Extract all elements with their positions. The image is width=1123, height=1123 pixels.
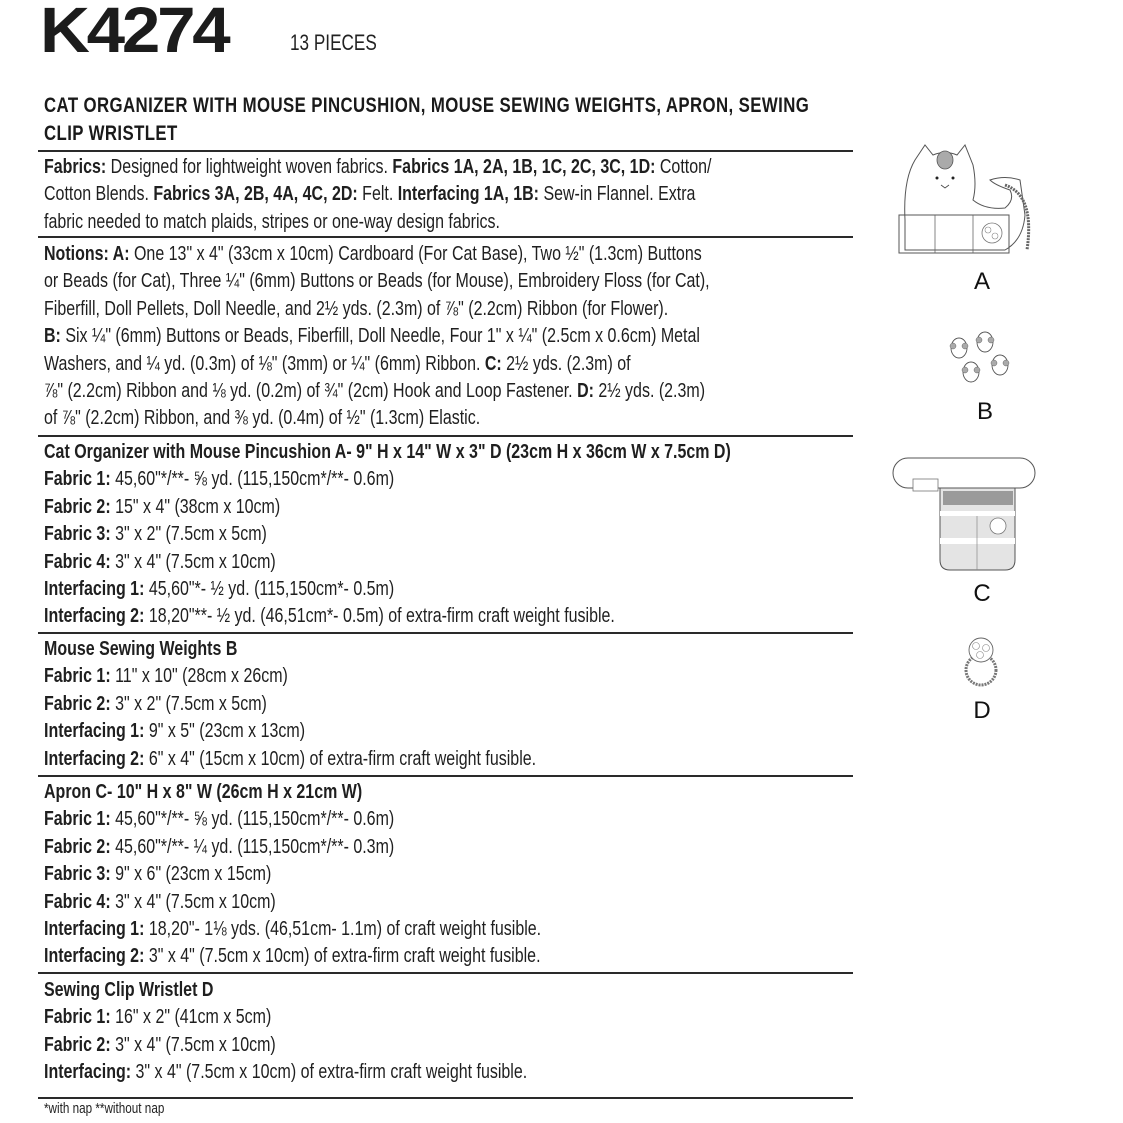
material-row: [44, 1058, 840, 1085]
material-row: [44, 888, 840, 915]
material-label: Fabric 3:: [44, 862, 111, 886]
body-text: 2½ yds. (2.3m): [593, 378, 706, 402]
material-value: 18,20"**- ½ yd. (46,51cm*- 0.5m) of extra-firm craft weight fusible.: [144, 604, 615, 628]
divider: [38, 972, 853, 974]
material-row: [44, 942, 840, 969]
text-line: [44, 350, 840, 377]
material-label: Fabric 1:: [44, 807, 111, 831]
material-value: 16" x 2" (41cm x 5cm): [110, 1005, 272, 1029]
material-row: [44, 690, 840, 717]
material-value: 15" x 4" (38cm x 10cm): [110, 494, 281, 518]
material-row: [44, 1003, 840, 1030]
section-heading: Sewing Clip Wristlet D: [44, 978, 214, 1001]
material-value: 9" x 5" (23cm x 13cm): [144, 719, 306, 743]
notions-section: [44, 240, 840, 432]
section-heading: Apron C- 10" H x 8" W (26cm H x 21cm W): [44, 780, 363, 803]
text-line: [44, 295, 840, 322]
body-text: Six ¼" (6mm) Buttons or Beads, Fiberfill, Doll Needle, Four 1" x ¼" (2.5cm x 0.6cm) Metal: [60, 324, 700, 348]
material-value: 3" x 4" (7.5cm x 10cm) of extra-firm craft weight fusible.: [131, 1060, 528, 1084]
material-row: [44, 465, 840, 492]
pattern-number: K4274: [40, 0, 228, 66]
body-text: or Beads (for Cat), Three ¼" (6mm) Buttons or Beads (for Mouse), Embroidery Floss (for Cat),: [44, 269, 710, 293]
material-value: 45,60"*/**- ⅝ yd. (115,150cm*/**- 0.6m): [110, 807, 395, 831]
body-text: ⅞" (2.2cm) Ribbon and ⅛ yd. (0.2m) of ¾" (2cm) Hook and Loop Fastener.: [44, 378, 578, 402]
section-heading: Cat Organizer with Mouse Pincushion A- 9" H x 14" W x 3" D (23cm H x 36cm W x 7.5cm D): [44, 440, 731, 463]
text-line: [44, 377, 840, 404]
material-row: [44, 1031, 840, 1058]
material-row: [44, 860, 840, 887]
body-text: Fiberfill, Doll Pellets, Doll Needle, and 2½ yds. (2.3m) of ⅞" (2.2cm) Ribbon (for Flower).: [44, 296, 669, 320]
material-label: Fabric 2:: [44, 691, 111, 715]
divider: [38, 775, 853, 777]
material-label: Fabric 1:: [44, 664, 111, 688]
material-row: [44, 805, 840, 832]
material-row: [44, 717, 840, 744]
body-text: Cotton/: [655, 155, 712, 178]
material-value: 45,60"*/**- ¼ yd. (115,150cm*/**- 0.3m): [110, 834, 395, 858]
label-text: Fabrics 3A, 2B, 4A, 4C, 2D:: [153, 182, 358, 206]
footnote: *with nap **without nap: [44, 1100, 165, 1117]
material-label: Fabric 2:: [44, 494, 111, 518]
material-value: 3" x 4" (7.5cm x 10cm): [110, 549, 276, 573]
material-row: [44, 493, 840, 520]
text-line: [44, 322, 840, 349]
body-text: Felt.: [357, 182, 398, 206]
material-label: Fabric 1:: [44, 1005, 111, 1029]
material-label: Fabric 2:: [44, 1032, 111, 1056]
view-label-b: B: [976, 398, 993, 425]
material-label: Fabric 1:: [44, 467, 111, 491]
view-label-c: C: [973, 580, 991, 607]
material-row: [44, 915, 840, 942]
body-text: 2½ yds. (2.3m) of: [501, 351, 631, 375]
label-text: Notions: A:: [44, 242, 130, 265]
text-line: [44, 208, 840, 235]
text-line: [44, 153, 840, 180]
material-row: [44, 745, 840, 772]
pattern-title: [44, 92, 844, 148]
material-value: 3" x 4" (7.5cm x 10cm) of extra-firm craft weight fusible.: [144, 944, 541, 968]
material-row: [44, 833, 840, 860]
body-text: Sew-in Flannel. Extra: [538, 182, 696, 206]
body-text: of ⅞" (2.2cm) Ribbon, and ⅜ yd. (0.4m) of ½" (1.3cm) Elastic.: [44, 406, 481, 430]
text-line: [44, 404, 840, 431]
divider: [38, 632, 853, 634]
divider: [38, 1097, 853, 1099]
material-label: Interfacing 1:: [44, 576, 145, 600]
material-value: 11" x 10" (28cm x 26cm): [110, 664, 288, 688]
material-label: Fabric 4:: [44, 889, 111, 913]
section-mouse-weights: [44, 635, 840, 772]
piece-count: 13 PIECES: [290, 30, 377, 55]
view-label-d: D: [973, 697, 991, 724]
title-line-1: CAT ORGANIZER WITH MOUSE PINCUSHION, MOUSE SEWING WEIGHTS, APRON, SEWING: [44, 94, 810, 117]
material-value: 45,60"*- ½ yd. (115,150cm*- 0.5m): [144, 576, 395, 600]
cat-organizer-icon: [895, 140, 1035, 260]
fabrics-section: [44, 153, 840, 235]
material-value: 3" x 2" (7.5cm x 5cm): [110, 691, 267, 715]
material-label: Interfacing:: [44, 1060, 132, 1084]
view-label-a: A: [973, 268, 990, 295]
body-text: Washers, and ¼ yd. (0.3m) of ⅛" (3mm) or ¼" (6mm) Ribbon.: [44, 351, 485, 375]
label-text: C:: [484, 351, 502, 375]
label-text: B:: [44, 324, 61, 348]
material-label: Fabric 3:: [44, 522, 111, 546]
material-label: Interfacing 2:: [44, 944, 145, 968]
mouse-weights-icon: [945, 330, 1015, 390]
material-label: Interfacing 2:: [44, 746, 145, 770]
body-text: One 13" x 4" (33cm x 10cm) Cardboard (For Cat Base), Two ½" (1.3cm) Buttons: [129, 242, 702, 265]
material-value: 18,20"- 1⅛ yds. (46,51cm- 1.1m) of craft weight fusible.: [144, 916, 542, 940]
material-label: Interfacing 2:: [44, 604, 145, 628]
material-row: [44, 602, 840, 629]
material-label: Fabric 2:: [44, 834, 111, 858]
material-label: Interfacing 1:: [44, 719, 145, 743]
material-label: Fabric 4:: [44, 549, 111, 573]
material-row: [44, 548, 840, 575]
label-text: Interfacing 1A, 1B:: [397, 182, 539, 206]
text-line: [44, 240, 840, 267]
title-line-2: CLIP WRISTLET: [44, 122, 178, 145]
body-text: Cotton Blends.: [44, 182, 154, 206]
apron-icon: [890, 455, 1040, 575]
material-value: 3" x 2" (7.5cm x 5cm): [110, 522, 267, 546]
divider: [38, 435, 853, 437]
body-text: fabric needed to match plaids, stripes or one-way design fabrics.: [44, 209, 500, 233]
section-heading: Mouse Sewing Weights B: [44, 637, 238, 660]
material-value: 9" x 6" (23cm x 15cm): [110, 862, 272, 886]
material-value: 45,60"*/**- ⅝ yd. (115,150cm*/**- 0.6m): [110, 467, 395, 491]
divider: [38, 150, 853, 152]
label-text: Fabrics 1A, 2A, 1B, 1C, 2C, 3C, 1D:: [392, 155, 656, 178]
label-text: Fabrics:: [44, 155, 107, 178]
section-apron: [44, 778, 840, 970]
divider: [38, 236, 853, 238]
text-line: [44, 180, 840, 207]
body-text: Designed for lightweight woven fabrics.: [106, 155, 393, 178]
text-line: [44, 267, 840, 294]
material-row: [44, 662, 840, 689]
material-value: 6" x 4" (15cm x 10cm) of extra-firm craft weight fusible.: [144, 746, 537, 770]
material-label: Interfacing 1:: [44, 916, 145, 940]
section-wristlet: [44, 976, 840, 1086]
section-cat-organizer: [44, 438, 840, 630]
material-value: 3" x 4" (7.5cm x 10cm): [110, 889, 276, 913]
material-row: [44, 520, 840, 547]
material-row: [44, 575, 840, 602]
material-value: 3" x 4" (7.5cm x 10cm): [110, 1032, 276, 1056]
label-text: D:: [577, 378, 594, 402]
wristlet-icon: [958, 632, 1004, 688]
